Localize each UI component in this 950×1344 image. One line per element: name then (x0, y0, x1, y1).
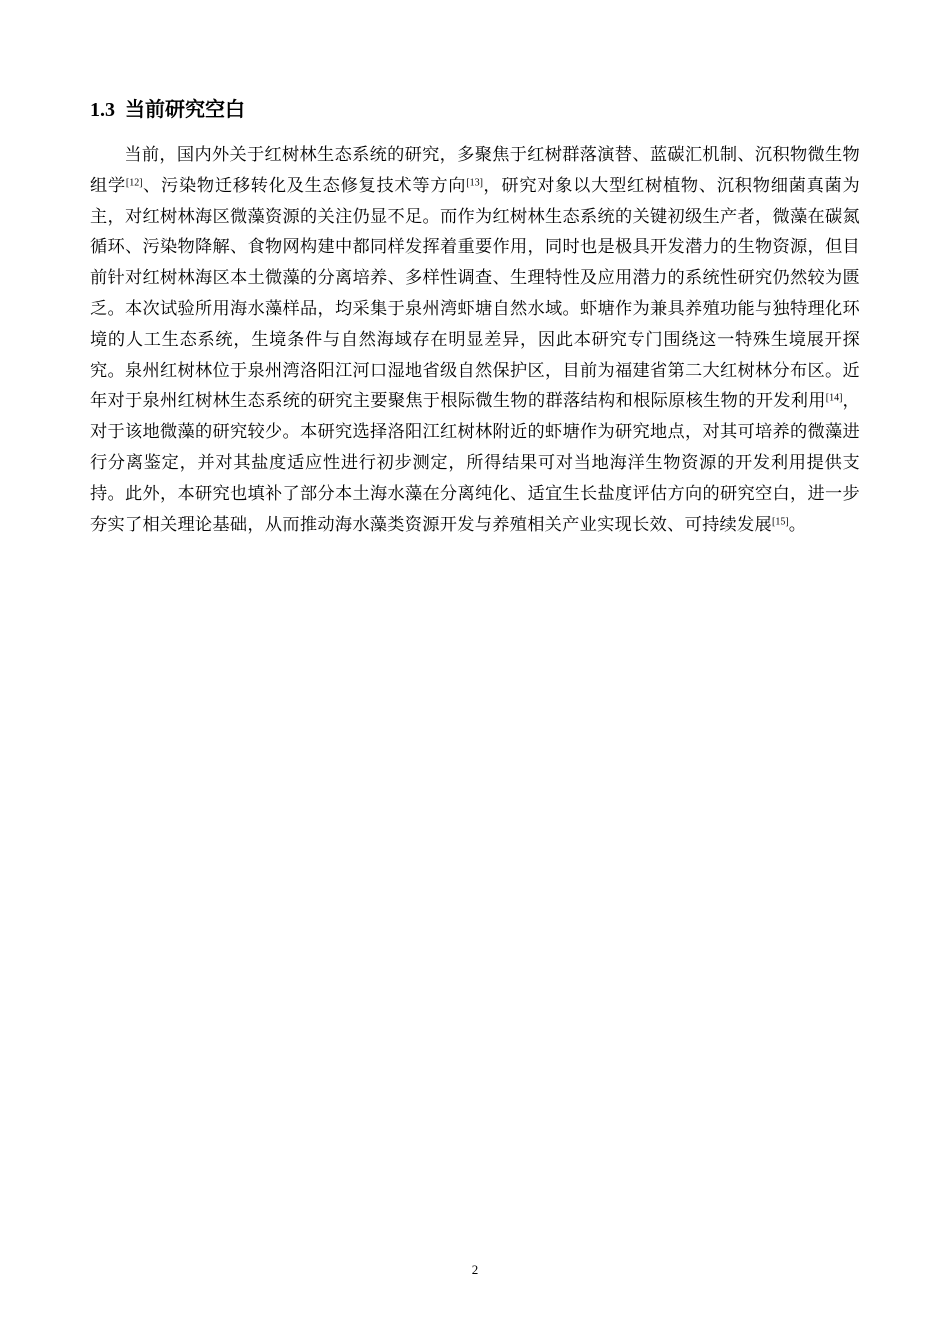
citation-14: [14] (825, 392, 843, 404)
citation-12: [12] (125, 177, 143, 189)
paragraph-text-1: 当前，国内外关于红树林生态系统的研究，多聚焦于红树群落演替、蓝碳汇机制、沉积物微生物组学 (90, 145, 860, 196)
section-title: 当前研究空白 (125, 97, 245, 121)
citation-13: [13] (466, 177, 483, 189)
citation-15: [15] (772, 516, 789, 528)
section-heading (90, 93, 245, 126)
body-paragraph (90, 140, 860, 540)
section-number: 1.3 (90, 99, 115, 121)
paragraph-text-4: ，对于该地微藻的研究较少。本研究选择洛阳江红树林附近的虾塘作为研究地点，对其可培养的微藻进行分离鉴定，并对其盐度适应性进行初步测定，所得结果可对当地海洋生物资源的开发利用提供支持。此外，本研究也填补了部分本土海水藻在分离纯化、适宜生长盐度评估方向的研究空白，进一步夯实了相关理论基础，从而推动海水藻类资源开发与养殖相关产业实现长效、可持续发展 (90, 391, 860, 535)
paragraph-text-5: 。 (788, 514, 807, 535)
page-number: 2 (471, 1262, 479, 1277)
paragraph-text-2: 、污染物迁移转化及生态修复技术等方向 (142, 175, 467, 196)
paragraph-text-3: ，研究对象以大型红树植物、沉积物细菌真菌为主，对红树林海区微藻资源的关注仍显不足。而作为红树林生态系统的关键初级生产者，微藻在碳氮循环、污染物降解、食物网构建中都同样发挥着重要作用，同时也是极具开发潜力的生物资源，但目前针对红树林海区本土微藻的分离培养、多样性调查、生理特性及应用潜力的系统性研究仍然较为匮乏。本次试验所用海水藻样品，均采集于泉州湾虾塘自然水域。虾塘作为兼具养殖功能与独特理化环境的人工生态系统，生境条件与自然海域存在明显差异，因此本研究专门围绕这一特殊生境展开探究。泉州红树林位于泉州湾洛阳江河口湿地省级自然保护区，目前为福建省第二大红树林分布区。近年对于泉州红树林生态系统的研究主要聚焦于根际微生物的群落结构和根际原核生物的开发利用 (90, 175, 860, 412)
